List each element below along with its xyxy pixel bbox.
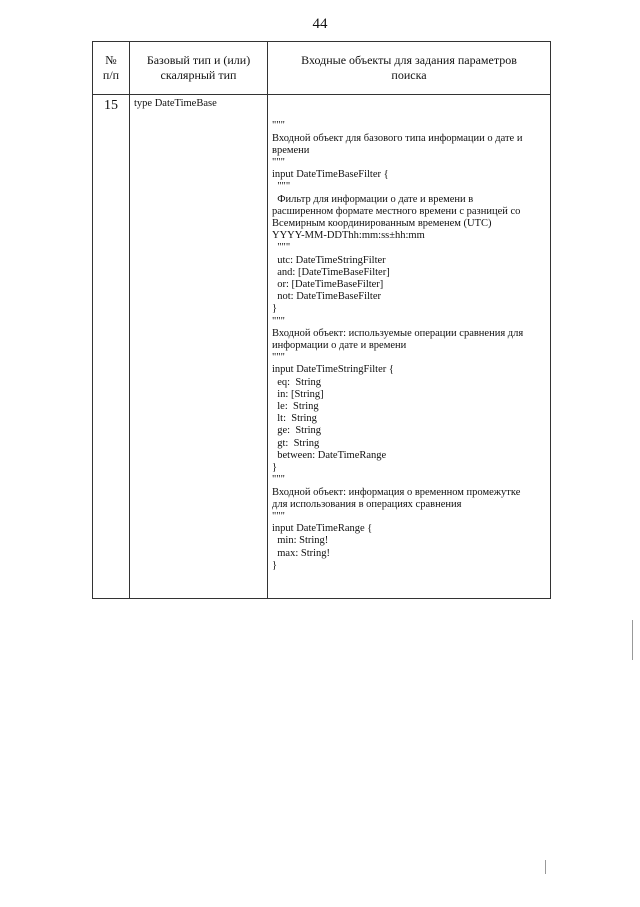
code-line: Входной объект для базового типа информации о дате и xyxy=(272,132,523,144)
code-line: """ xyxy=(272,315,285,327)
code-line: between: DateTimeRange xyxy=(272,449,387,461)
code-line: } xyxy=(272,462,278,474)
table-row xyxy=(93,95,551,599)
header-type-label: Базовый тип и (или) скалярный тип xyxy=(146,53,251,82)
code-line: """ xyxy=(272,510,285,522)
code-line: max: String! xyxy=(272,547,331,559)
code-line: Входной объект: используемые операции сравнения для xyxy=(272,327,524,339)
code-line: in: [String] xyxy=(272,388,324,400)
header-objects xyxy=(268,42,551,95)
code-line: } xyxy=(272,303,278,315)
row-input-objects xyxy=(268,95,551,599)
code-block xyxy=(272,120,546,572)
header-objects-label: Входные объекты для задания параметров поиска xyxy=(301,53,517,82)
header-number-label: № п/п xyxy=(102,53,120,82)
scan-mark xyxy=(545,860,546,874)
table-header-row xyxy=(93,42,551,95)
code-line: Входной объект: информация о временном промежутке xyxy=(272,486,521,498)
header-number xyxy=(93,42,130,95)
code-line: input DateTimeRange { xyxy=(272,523,373,535)
code-line: } xyxy=(272,559,278,571)
code-line: для использования в операциях сравнения xyxy=(272,498,462,510)
code-line: расширенном формате местного времени с разницей со xyxy=(272,205,521,217)
code-line: utc: DateTimeStringFilter xyxy=(272,254,386,266)
code-line: """ xyxy=(272,157,285,169)
code-line: времени xyxy=(272,144,310,156)
scan-mark xyxy=(632,620,633,660)
code-line: информации о дате и времени xyxy=(272,340,407,352)
code-line: """ xyxy=(272,120,285,132)
code-line: gt: String xyxy=(272,437,320,449)
code-line: eq: String xyxy=(272,376,321,388)
code-line: Всемирным координированным временем (UTC) xyxy=(272,218,492,230)
code-line: """ xyxy=(272,474,285,486)
code-line: YYYY-MM-DDThh:mm:ss±hh:mm xyxy=(272,230,425,242)
row-type: type DateTimeBase xyxy=(130,95,268,599)
code-line: input DateTimeBaseFilter { xyxy=(272,169,389,181)
header-type xyxy=(130,42,268,95)
parameters-table xyxy=(92,41,551,599)
code-line: or: [DateTimeBaseFilter] xyxy=(272,279,384,291)
code-line: """ xyxy=(272,352,285,364)
code-line: """ xyxy=(272,242,291,254)
code-line: not: DateTimeBaseFilter xyxy=(272,291,381,303)
code-line: and: [DateTimeBaseFilter] xyxy=(272,266,390,278)
page-number: 44 xyxy=(312,16,328,32)
code-line: input DateTimeStringFilter { xyxy=(272,364,394,376)
code-line: le: String xyxy=(272,401,319,413)
code-line: """ xyxy=(272,181,291,193)
code-line: Фильтр для информации о дате и времени в xyxy=(272,193,474,205)
code-line: min: String! xyxy=(272,535,329,547)
row-number: 15 xyxy=(93,95,130,599)
code-line: lt: String xyxy=(272,413,317,425)
code-line: ge: String xyxy=(272,425,321,437)
